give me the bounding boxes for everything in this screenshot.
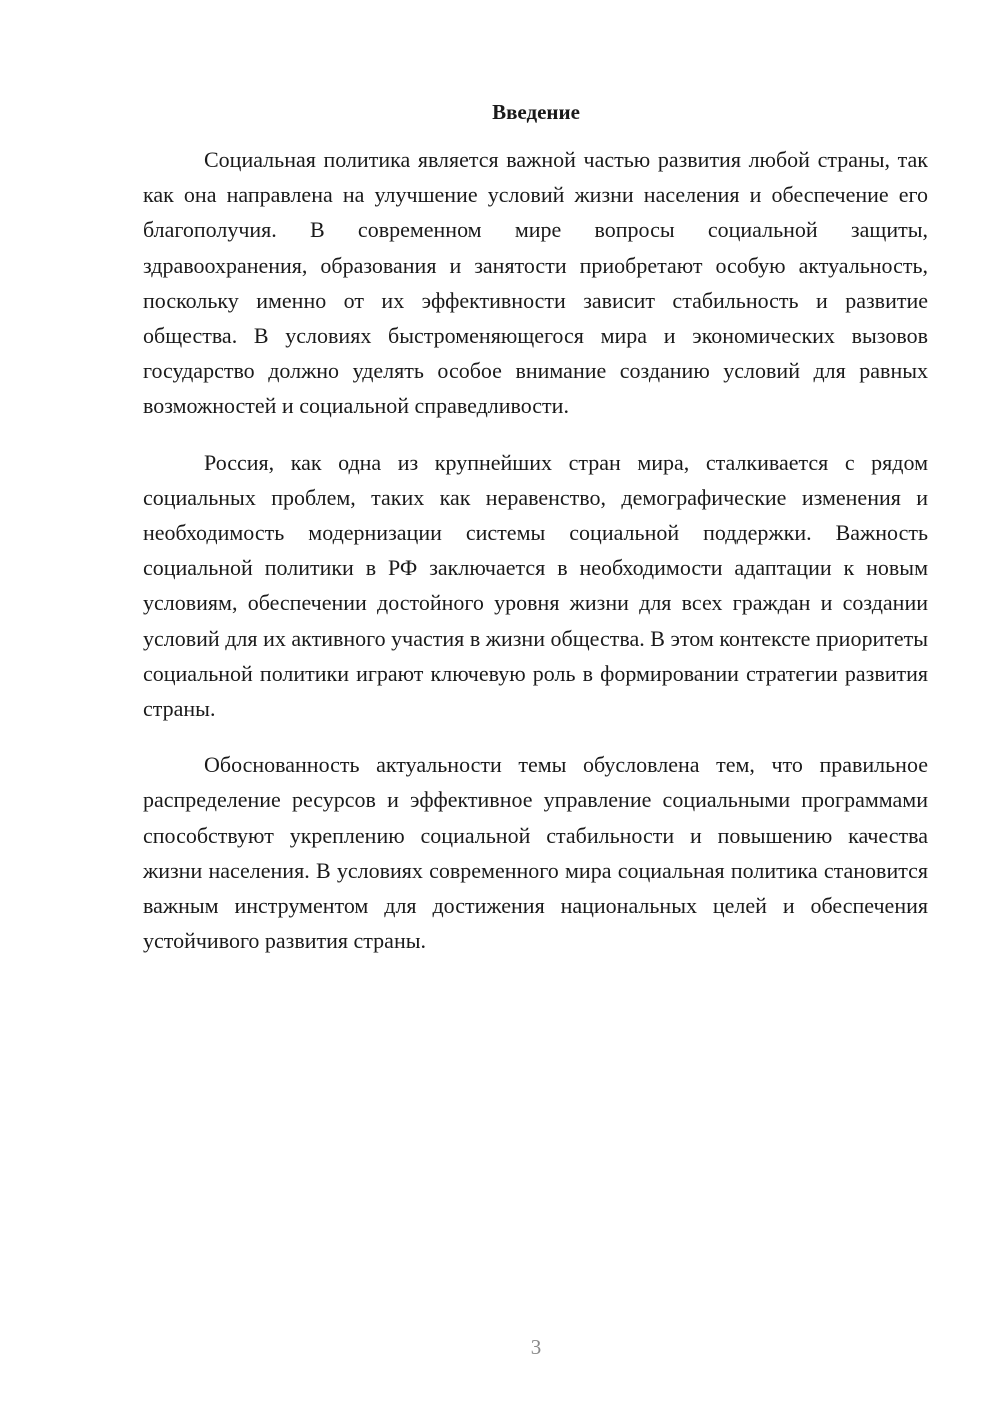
paragraph-2: Россия, как одна из крупнейших стран мира, сталкивается с рядом социальных проблем, таких как неравенство, демографические изменения и необходимость модернизации системы социальной поддержки. Важность социальной политики в РФ заключается в необходимости адаптации к новым условиям, обеспечении достойного уровня жизни для всех граждан и создании условий для их активного участия в жизни общества. В этом контексте приоритеты социальной политики играют ключевую роль в формировании стратегии развития страны. — [143, 449, 928, 722]
body-text — [143, 142, 928, 979]
paragraph-3: Обоснованность актуальности темы обусловлена тем, что правильное распределение ресурсов и эффективное управление социальными программами способствуют укреплению социальной стабильности и повышению качества жизни населения. В условиях современного мира социальная политика становится важным инструментом для достижения национальных целей и обеспечения устойчивого развития страны. — [143, 752, 928, 954]
section-title: Введение — [492, 100, 580, 124]
page-number: 3 — [530, 1335, 542, 1359]
paragraph-1: Социальная политика является важной частью развития любой страны, так как она направлена на улучшение условий жизни населения и обеспечение его благополучия. В современном мире вопросы социальной защиты, здравоохранения, образования и занятости приобретают особую актуальность, поскольку именно от их эффективности зависит стабильность и развитие общества. В условиях быстроменяющегося мира и экономических вызовов государство должно уделять особое внимание созданию условий для равных возможностей и социальной справедливости. — [143, 147, 928, 419]
